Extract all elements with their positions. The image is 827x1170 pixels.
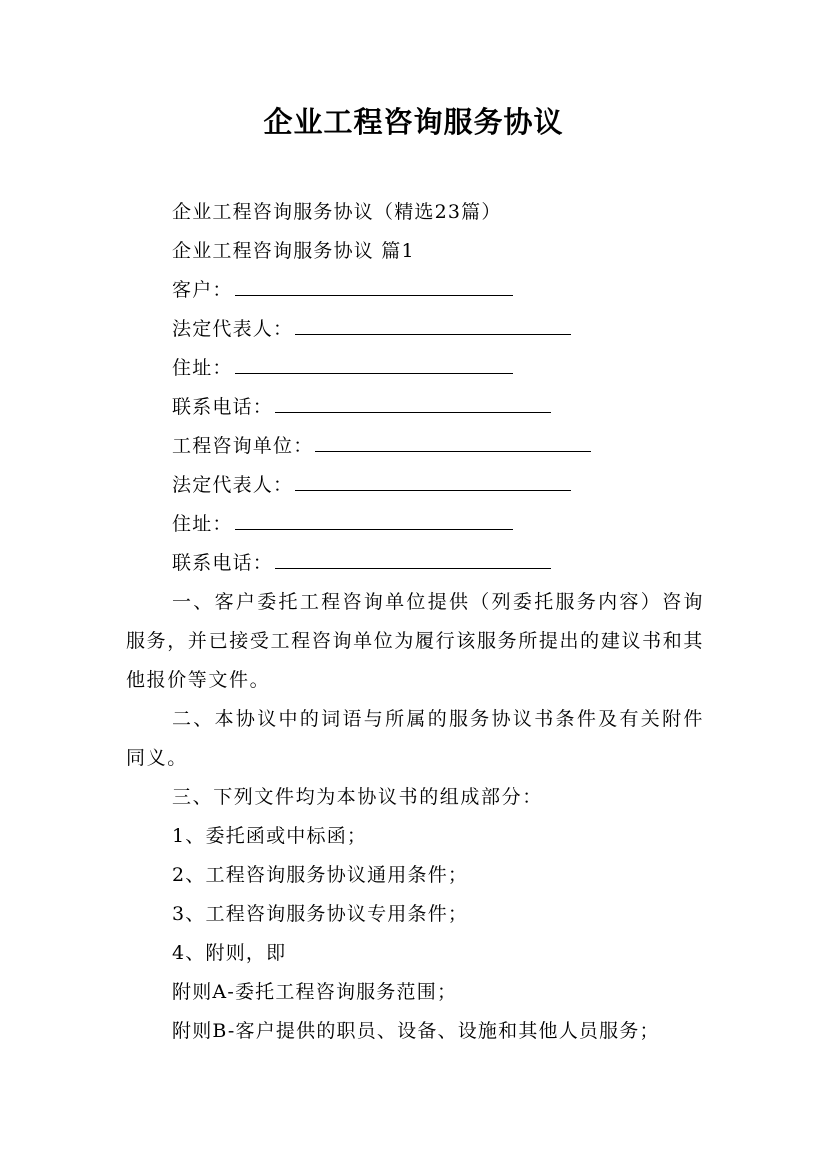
blank-line — [235, 361, 513, 374]
consultant-phone-field — [126, 544, 704, 583]
blank-line — [275, 400, 551, 413]
field-label: 联系电话： — [172, 396, 274, 418]
blank-line — [295, 478, 571, 491]
list-item: 附则A-委托工程咨询服务范围； — [172, 981, 458, 1003]
field-label: 住址： — [172, 357, 233, 379]
blank-line — [235, 517, 513, 530]
consultant-field — [126, 427, 704, 466]
blank-line — [295, 322, 571, 335]
section-heading: 企业工程咨询服务协议 篇1 — [172, 240, 415, 262]
field-label: 住址： — [172, 513, 233, 535]
field-label: 工程咨询单位： — [172, 435, 314, 457]
list-item: 2、工程咨询服务协议通用条件； — [172, 864, 469, 886]
list-item: 1、委托函或中标函； — [172, 825, 368, 847]
blank-line — [315, 439, 591, 452]
client-address-field — [126, 349, 704, 388]
paragraph-1: 一、客户委托工程咨询单位提供（列委托服务内容）咨询服务，并已接受工程咨询单位为履行该服务所提出的建议书和其他报价等文件。 — [126, 591, 704, 691]
consultant-address-field — [126, 505, 704, 544]
document-body — [126, 193, 704, 1051]
consultant-legal-rep-field — [126, 466, 704, 505]
blank-line — [275, 556, 551, 569]
field-label: 客户： — [172, 279, 233, 301]
field-label: 法定代表人： — [172, 318, 294, 340]
paragraph-3: 三、下列文件均为本协议书的组成部分： — [172, 786, 543, 808]
list-item: 4、附则，即 — [172, 942, 287, 964]
client-field — [126, 271, 704, 310]
document-subtitle: 企业工程咨询服务协议（精选23篇） — [172, 201, 502, 223]
paragraph-2: 二、本协议中的词语与所属的服务协议书条件及有关附件同义。 — [126, 708, 704, 769]
list-item: 3、工程咨询服务协议专用条件； — [172, 903, 469, 925]
document-title: 企业工程咨询服务协议 — [263, 105, 564, 139]
field-label: 联系电话： — [172, 552, 274, 574]
blank-line — [235, 283, 513, 296]
client-phone-field — [126, 388, 704, 427]
field-label: 法定代表人： — [172, 474, 294, 496]
client-legal-rep-field — [126, 310, 704, 349]
list-item: 附则B-客户提供的职员、设备、设施和其他人员服务； — [172, 1020, 660, 1042]
